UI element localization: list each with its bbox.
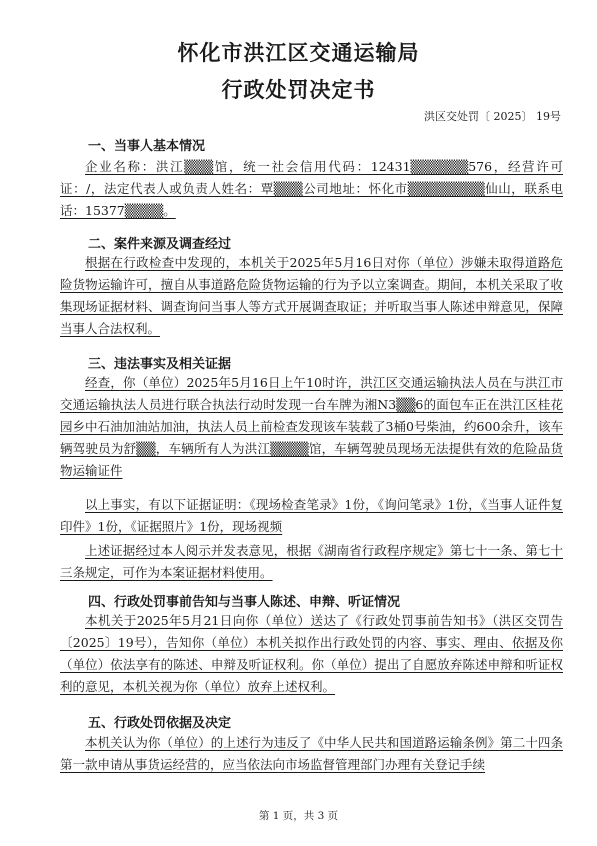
notification-text: 本机关于2025年5月21日向你（单位）送达了《行政处罚事前告知书》（洪区交罚告〔2025〕19号），告知你（单位）本机关拟作出行政处罚的内容、事实、理由、依据及你（单位）依法享有的陈述、申辩及听证权利。你（单位）提出了自愿放弃陈述申辩和听证权利的意见，本机关视为你（单位）放弃上述权利。 <box>60 613 563 694</box>
evidence-list-text: 以上事实，有以下证据证明：《现场检查笔录》1份，《询问笔录》1份，《当事人证件复印件》1份，《证据照片》1份，现场视频 <box>60 497 563 534</box>
notification-paragraph <box>60 610 563 698</box>
section-heading-notification: 四、行政处罚事前告知与当事人陈述、申辩、听证情况 <box>88 595 401 610</box>
party-info-paragraph <box>60 156 563 222</box>
evidence-list-paragraph <box>60 494 563 538</box>
case-source-paragraph <box>60 252 563 340</box>
penalty-basis-text: 本机关认为你（单位）的上述行为违反了《中华人民共和国道路运输条例》第二十四条第一款申请从事货运经营的，应当依法向市场监督管理部门办理有关登记手续 <box>60 735 563 772</box>
section-heading-party-info: 一、当事人基本情况 <box>88 139 206 154</box>
section-heading-facts: 三、违法事实及相关证据 <box>88 357 232 372</box>
party-info-text: 企业名称：洪江▒▒▒馆，统一社会信用代码：12431▒▒▒▒▒▒576，经营许可证：/，法定代表人或负责人姓名：覃▒▒▒公司地址：怀化市▒▒▒▒▒▒▒▒仙山，联系电话：15377▒▒▒▒。 <box>60 159 563 218</box>
facts-text: 经查，你（单位）2025年5月16日上午10时许，洪江区交通运输执法人员在与洪江市交通运输执法人员进行联合执法行动时发现一台车牌为湘N3▒▒6的面包车正在洪江区桂花园乡中石油加油站加油，执法人员上前检查发现该车装载了3桶0号柴油，约600余升，该车辆驾驶员为舒▒▒，车辆所有人为洪江▒▒▒▒馆，车辆驾驶员现场无法提供有效的危险品货物运输证件 <box>60 375 563 478</box>
page-number: 第 1 页，共 3 页 <box>258 810 339 822</box>
document-number: 洪区交处罚〔 2025〕 19号 <box>424 110 561 123</box>
case-source-text: 根据在行政检查中发现的，本机关于2025年5月16日对你（单位）涉嫌未取得道路危险货物运输许可，擅自从事道路危险货物运输的行为予以立案调查。期间，本机关采取了收集现场证据材料、调查询问当事人等方式开展调查取证；并听取当事人陈述申辩意见，保障当事人合法权利。 <box>60 255 563 336</box>
evidence-basis-text: 上述证据经过本人阅示并发表意见，根据《湖南省行政程序规定》第七十一条、第七十三条规定，可作为本案证据材料使用。 <box>60 543 563 580</box>
facts-paragraph <box>60 372 563 482</box>
evidence-basis-paragraph <box>60 540 563 584</box>
penalty-basis-paragraph <box>60 732 563 776</box>
issuing-authority: 怀化市洪江区交通运输局 <box>177 41 420 65</box>
document-title: 行政处罚决定书 <box>221 78 376 102</box>
section-heading-case-source: 二、案件来源及调查经过 <box>88 237 232 252</box>
section-heading-penalty-basis: 五、行政处罚依据及决定 <box>88 716 232 731</box>
